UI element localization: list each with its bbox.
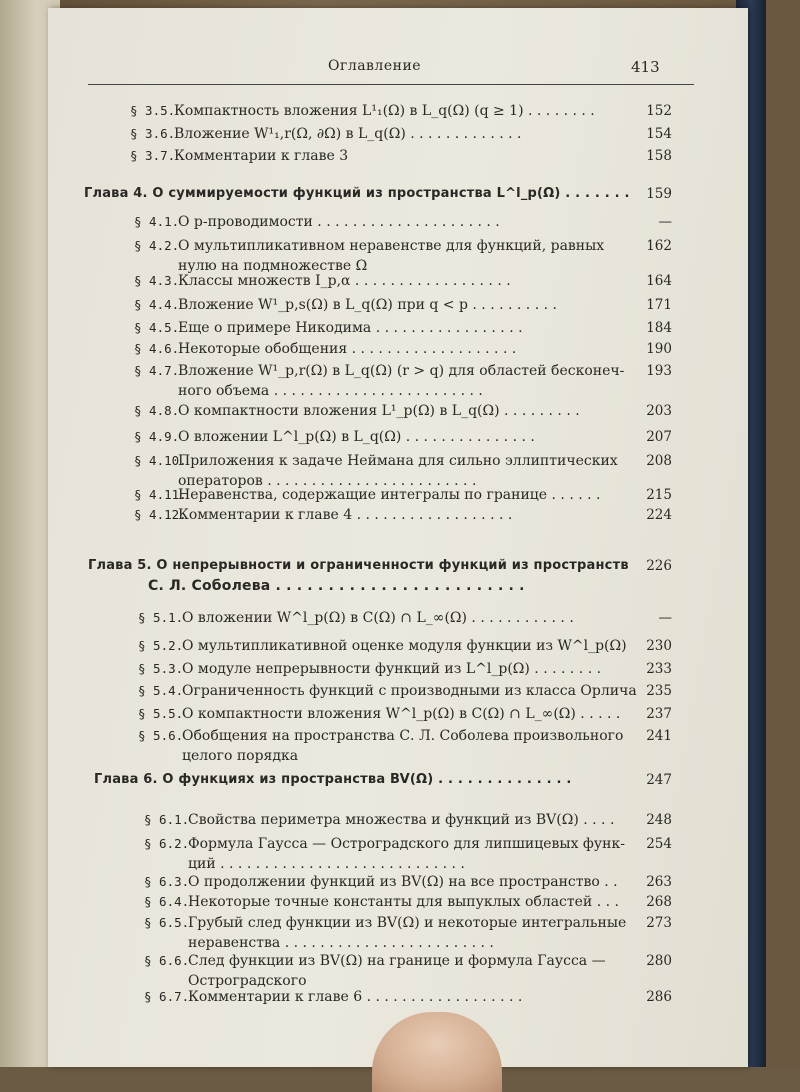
section-number: § 6.4.: [144, 894, 190, 909]
toc-page-number: 203: [646, 403, 672, 419]
toc-page-number: 208: [646, 453, 672, 469]
section-title: Свойства периметра множества и функций из BV(Ω) . . . .: [188, 812, 615, 828]
section-number: § 4.2.: [134, 238, 180, 253]
toc-page-number: 286: [646, 989, 672, 1005]
section-number: § 5.6.: [138, 728, 184, 743]
section-title: Ограниченность функций с производными из класса Орлича: [182, 683, 637, 699]
toc-page-number: 247: [646, 772, 672, 788]
section-title-continuation: целого порядка: [182, 748, 299, 764]
section-title: Комментарии к главе 6 . . . . . . . . . . . . . . . . . .: [188, 989, 523, 1005]
section-number: § 4.1.: [134, 214, 180, 229]
section-number: § 5.3.: [138, 661, 184, 676]
section-title: Вложение W¹₁,r(Ω, ∂Ω) в L_q(Ω) . . . . . . . . . . . . .: [174, 126, 522, 142]
chapter-title: Глава 5. О непрерывности и ограниченности функций из пространств: [88, 558, 629, 573]
section-number: § 4.5.: [134, 320, 180, 335]
toc-page-number: 193: [646, 363, 672, 379]
section-title: Неравенства, содержащие интегралы по границе . . . . . .: [178, 487, 601, 503]
toc-page-number: 152: [646, 103, 672, 119]
toc-page-number: 162: [646, 238, 672, 254]
section-number: § 3.6.: [130, 126, 176, 141]
toc-page-number: 184: [646, 320, 672, 336]
section-title-continuation: Остроградского: [188, 973, 307, 989]
section-number: § 4.11.: [134, 487, 187, 502]
section-title: Комментарии к главе 4 . . . . . . . . . . . . . . . . . .: [178, 507, 513, 523]
section-title: Формула Гаусса — Остроградского для липшицевых функ-: [188, 836, 625, 852]
toc-page-number: 254: [646, 836, 672, 852]
section-number: § 4.8.: [134, 403, 180, 418]
page-header: [48, 58, 748, 84]
section-title: О модуле непрерывности функций из L^l_p(Ω) . . . . . . . .: [182, 661, 602, 677]
section-title: Грубый след функции из BV(Ω) и некоторые интегральные: [188, 915, 627, 931]
toc-page-number: 237: [646, 706, 672, 722]
section-title: Вложение W¹_p,s(Ω) в L_q(Ω) при q < p . . . . . . . . . .: [178, 297, 557, 313]
toc-page-number: 235: [646, 683, 672, 699]
toc-page-number: 190: [646, 341, 672, 357]
toc-page-number: 230: [646, 638, 672, 654]
section-title: Классы множеств I_p,α . . . . . . . . . . . . . . . . . .: [178, 273, 511, 289]
section-title: Комментарии к главе 3: [174, 148, 349, 164]
section-number: § 5.5.: [138, 706, 184, 721]
section-title: О компактности вложения L¹_p(Ω) в L_q(Ω) . . . . . . . . .: [178, 403, 580, 419]
section-title: Компактность вложения L¹₁(Ω) в L_q(Ω) (q ≥ 1) . . . . . . . .: [174, 103, 595, 119]
section-number: § 5.4.: [138, 683, 184, 698]
toc-page-number: 226: [646, 558, 672, 574]
toc-page-number: 263: [646, 874, 672, 890]
section-title: О компактности вложения W^l_p(Ω) в C(Ω) ∩ L_∞(Ω) . . . . .: [182, 706, 621, 722]
section-title: Еще о примере Никодима . . . . . . . . . . . . . . . . .: [178, 320, 523, 336]
running-title: Оглавление: [328, 58, 422, 74]
section-number: § 6.1.: [144, 812, 190, 827]
toc-page-number: 280: [646, 953, 672, 969]
section-number: § 3.5.: [130, 103, 176, 118]
toc-page-number: 273: [646, 915, 672, 931]
book-page: [48, 8, 748, 1067]
section-title-continuation: нулю на подмножестве Ω: [178, 258, 368, 274]
section-number: § 6.7.: [144, 989, 190, 1004]
section-number: § 4.7.: [134, 363, 180, 378]
section-number: § 4.6.: [134, 341, 180, 356]
section-number: § 6.3.: [144, 874, 190, 889]
toc-page-number: 158: [646, 148, 672, 164]
section-title: О p-проводимости . . . . . . . . . . . . . . . . . . . . .: [178, 214, 500, 230]
chapter-title: Глава 4. О суммируемости функций из пространства L^l_p(Ω) . . . . . . .: [84, 186, 630, 201]
toc-page-number: 268: [646, 894, 672, 910]
section-title: Некоторые точные константы для выпуклых областей . . .: [188, 894, 619, 910]
section-title: След функции из BV(Ω) на границе и формула Гаусса —: [188, 953, 606, 969]
section-title: Вложение W¹_p,r(Ω) в L_q(Ω) (r > q) для областей бесконеч-: [178, 363, 625, 379]
header-rule: [88, 84, 694, 85]
section-number: § 6.6.: [144, 953, 190, 968]
section-number: § 5.2.: [138, 638, 184, 653]
section-title: Приложения к задаче Неймана для сильно эллиптических: [178, 453, 618, 469]
section-number: § 6.2.: [144, 836, 190, 851]
section-number: § 3.7.: [130, 148, 176, 163]
toc-page-number: 164: [646, 273, 672, 289]
toc-page-number: 171: [646, 297, 672, 313]
toc-page-number: 248: [646, 812, 672, 828]
toc-page-number: 159: [646, 186, 672, 202]
chapter-title: Глава 6. О функциях из пространства BV(Ω) . . . . . . . . . . . . . .: [94, 772, 572, 787]
section-number: § 6.5.: [144, 915, 190, 930]
section-title-continuation: неравенства . . . . . . . . . . . . . . . . . . . . . . . .: [188, 935, 494, 951]
section-title: О вложении L^l_p(Ω) в L_q(Ω) . . . . . . . . . . . . . . .: [178, 429, 535, 445]
toc-page-number: 233: [646, 661, 672, 677]
page-number: 413: [631, 58, 660, 76]
section-title: Обобщения на пространства С. Л. Соболева произвольного: [182, 728, 624, 744]
toc-page-number: 154: [646, 126, 672, 142]
section-title: О продолжении функций из BV(Ω) на все пространство . .: [188, 874, 618, 890]
section-title: О мультипликативном неравенстве для функций, равных: [178, 238, 605, 254]
section-title-continuation: ций . . . . . . . . . . . . . . . . . . . . . . . . . . . .: [188, 856, 465, 872]
section-title: О вложении W^l_p(Ω) в C(Ω) ∩ L_∞(Ω) . . . . . . . . . . . .: [182, 610, 574, 626]
section-title: Некоторые обобщения . . . . . . . . . . . . . . . . . . .: [178, 341, 517, 357]
section-number: § 4.4.: [134, 297, 180, 312]
section-title: О мультипликативной оценке модуля функции из W^l_p(Ω): [182, 638, 627, 654]
section-number: § 4.9.: [134, 429, 180, 444]
section-number: § 4.3.: [134, 273, 180, 288]
toc-page-number: —: [658, 214, 672, 230]
toc-page-number: 241: [646, 728, 672, 744]
section-number: § 5.1.: [138, 610, 184, 625]
chapter-title-continuation: С. Л. Соболева . . . . . . . . . . . . . . . . . . . . . . . .: [148, 578, 525, 594]
toc-page-number: 215: [646, 487, 672, 503]
section-title-continuation: ного объема . . . . . . . . . . . . . . . . . . . . . . . .: [178, 383, 483, 399]
section-number: § 4.10.: [134, 453, 187, 468]
section-title-continuation: операторов . . . . . . . . . . . . . . . . . . . . . . . .: [178, 473, 477, 489]
toc-page-number: 207: [646, 429, 672, 445]
toc-page-number: 224: [646, 507, 672, 523]
section-number: § 4.12.: [134, 507, 187, 522]
toc-page-number: —: [658, 610, 672, 626]
